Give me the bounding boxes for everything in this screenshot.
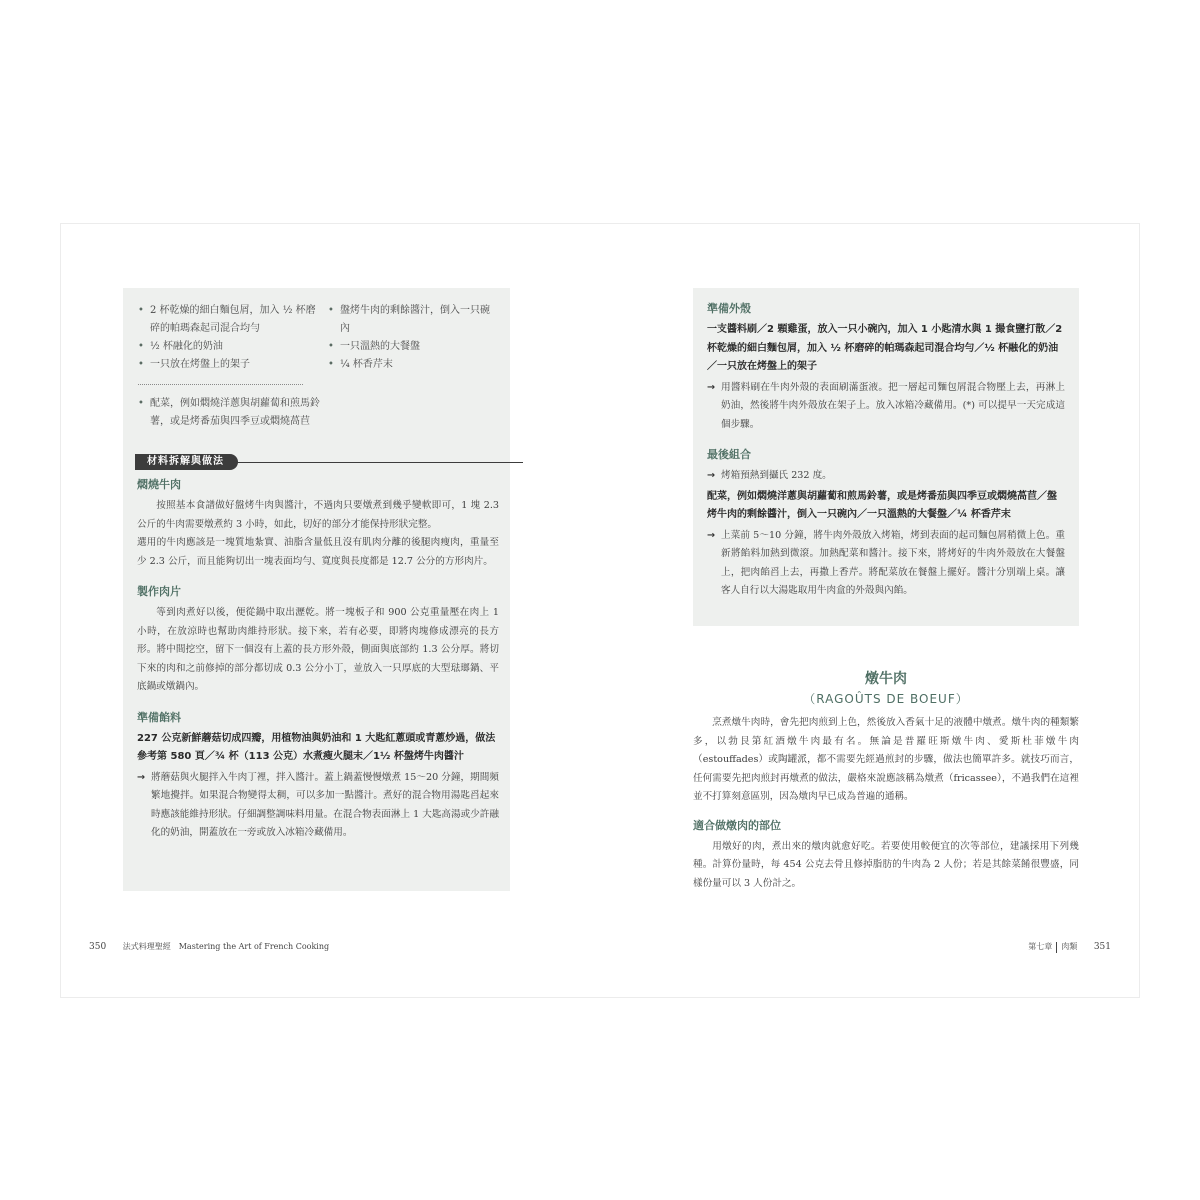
paragraph: 按照基本食譜做好盤烤牛肉與醬汁，不過肉只要燉煮到幾乎變軟即可，1 塊 2.3 公斤的牛肉需要燉煮約 3 小時，如此，切好的部分才能保持形狀完整。 [137, 500, 499, 530]
paragraph: 烹煮燉牛肉時，會先把肉煎到上色，然後放入香氣十足的液體中燉煮。燉牛肉的種類繁多，以勃艮第紅酒燉牛肉最有名。無論是普羅旺斯燉牛肉、愛斯杜菲燉牛肉（estouffades）或陶罐派，都不需要先經過煎封的步驟，做法也簡單許多。就技巧而言，任何需要先把肉煎封再燉煮的做法，嚴格來說應該稱為燉煮（fricassee），不過我們在這裡並不打算刻意區別，因為燉肉早已成為普遍的通稱。 [693, 717, 1079, 802]
step: → 用醬料刷在牛肉外殼的表面刷滿蛋液。把一層起司麵包屑混合物壓上去，再淋上奶油，然後將牛肉外殼放在架子上。放入冰箱冷藏備用。(*) 可以提早一天完成這個步驟。 [707, 379, 1065, 435]
book-spread [60, 223, 1140, 998]
ingredient-columns [138, 302, 496, 431]
paragraph: 選用的牛肉應該是一塊質地紮實、油脂含量低且沒有肌肉分離的後腿肉瘦肉，重量至少 2.3 公斤，而且能夠切出一塊表面均勻、寬度與長度都是 12.7 公分的方形肉片。 [137, 537, 499, 567]
footer-right [1028, 941, 1111, 953]
chapter-section-title: 燉牛肉 [865, 671, 907, 687]
left-recipe-box [123, 288, 510, 891]
right-body [693, 714, 1079, 905]
separator [1056, 942, 1057, 953]
bold-ingredients: 一支醬料刷／2 顆雞蛋，放入一只小碗內，加入 1 小匙清水與 1 撮食鹽打散／2 杯乾燥的細白麵包屑，加入 ½ 杯磨碎的帕瑪森起司混合均勻／½ 杯融化的奶油／一只放在烤盤上的架子 [707, 324, 1063, 372]
page-number: 350 [89, 942, 107, 952]
step: → 將蘑菇與火腿拌入牛肉丁裡，拌入醬汁。蓋上鍋蓋慢慢燉煮 15～20 分鐘，期間頻繁地攪拌。如果混合物變得太稠，可以多加一點醬汁。煮好的混合物用湯匙舀起來時應該能維持形狀。仔細調整調味料用量。在混合物表面淋上 1 大匙高湯或少許融化的奶油，開蓋放在一旁或放入冰箱冷藏備用。 [137, 769, 499, 843]
ingredient-column-1 [138, 302, 320, 431]
heading-braise: 燜燒牛肉 [137, 478, 181, 491]
heading-slab: 製作肉片 [137, 585, 181, 598]
left-body [137, 476, 499, 853]
ingredient-item: • 2 杯乾燥的細白麵包屑，加入 ½ 杯磨碎的帕瑪森起司混合均勻 [138, 302, 320, 338]
heading-cuts: 適合做燉肉的部位 [693, 818, 781, 832]
step: → 上菜前 5～10 分鐘，將牛肉外殼放入烤箱，烤到表面的起司麵包屑稍微上色。重新將餡料加熱到微滾。加熱配菜和醬汁。接下來，將烤好的牛肉外殼放在大餐盤上，把肉餡舀上去，再撒上香芹。將配菜放在餐盤上擺好。醬汁分別端上桌。讓客人自行以大湯匙取用牛肉盒的外殼與內餡。 [707, 527, 1065, 601]
bold-ingredients: 配菜，例如燜燒洋蔥與胡蘿蔔和煎馬鈴薯，或是烤番茄與四季豆或燜燒萵苣／盤烤牛肉的剩餘醬汁，倒入一只碗內／一只溫熱的大餐盤／¼ 杯香芹末 [707, 490, 1057, 520]
paragraph: 用燉好的肉，煮出來的燉肉就愈好吃。若要使用較便宜的次等部位，建議採用下列幾種。計算份量時，每 454 公克去骨且修掉脂肪的牛肉為 2 人份；若是其餘菜餚很豐盛，同樣份量可以 3 人份計之。 [693, 840, 1079, 889]
ingredient-item: • 一只放在烤盤上的架子 [138, 356, 320, 374]
section-rule [231, 462, 523, 463]
book-title: 法式料理聖經 Mastering the Art of French Cooking [122, 942, 330, 951]
ingredient-item: • 一只溫熱的大餐盤 [328, 338, 493, 356]
paragraph: 等到肉煮好以後，便從鍋中取出瀝乾。將一塊板子和 900 公克重量壓在肉上 1 小時，在放涼時也幫助肉維持形狀。接下來，若有必要，即將肉塊修成漂亮的長方形。將中間挖空，留下一個沒有上蓋的長方形外殼，側面與底部約 1.3 公分厚。將切下來的肉和之前修掉的部分都切成 0.3 公分小丁，並放入一只厚底的大型琺瑯鍋、平底鍋或燉鍋內。 [137, 607, 499, 692]
stew-title-block [693, 668, 1079, 708]
heading-final: 最後組合 [707, 448, 751, 461]
chapter-section-subtitle: （RAGOÛTS DE BOEUF） [803, 692, 969, 706]
ingredient-item: • ¼ 杯香芹末 [328, 356, 493, 374]
dotted-divider [138, 384, 303, 385]
ingredient-column-2 [328, 302, 493, 431]
bold-ingredients: 227 公克新鮮蘑菇切成四瓣，用植物油與奶油和 1 大匙紅蔥頭或青蔥炒過，做法參考第 580 頁／¾ 杯（113 公克）水煮瘦火腿末／1½ 杯盤烤牛肉醬汁 [137, 732, 496, 762]
page-number: 351 [1093, 942, 1111, 952]
step: → 烤箱預熱到攝氏 232 度。 [707, 467, 1065, 486]
heading-filling: 準備餡料 [137, 710, 181, 724]
heading-shell: 準備外殼 [707, 302, 751, 315]
chapter-label: 第七章 [1028, 942, 1053, 951]
ingredient-item: • 盤烤牛肉的剩餘醬汁，倒入一只碗內 [328, 302, 493, 338]
section-tag: 材料拆解與做法 [135, 454, 238, 470]
chapter-name: 肉類 [1061, 942, 1078, 951]
right-recipe-box [693, 288, 1079, 626]
ingredient-item: • ½ 杯融化的奶油 [138, 338, 320, 356]
ingredient-item: • 配菜，例如燜燒洋蔥與胡蘿蔔和煎馬鈴薯，或是烤番茄與四季豆或燜燒萵苣 [138, 395, 320, 431]
section-tag-row [135, 454, 523, 470]
footer-left [89, 941, 329, 953]
